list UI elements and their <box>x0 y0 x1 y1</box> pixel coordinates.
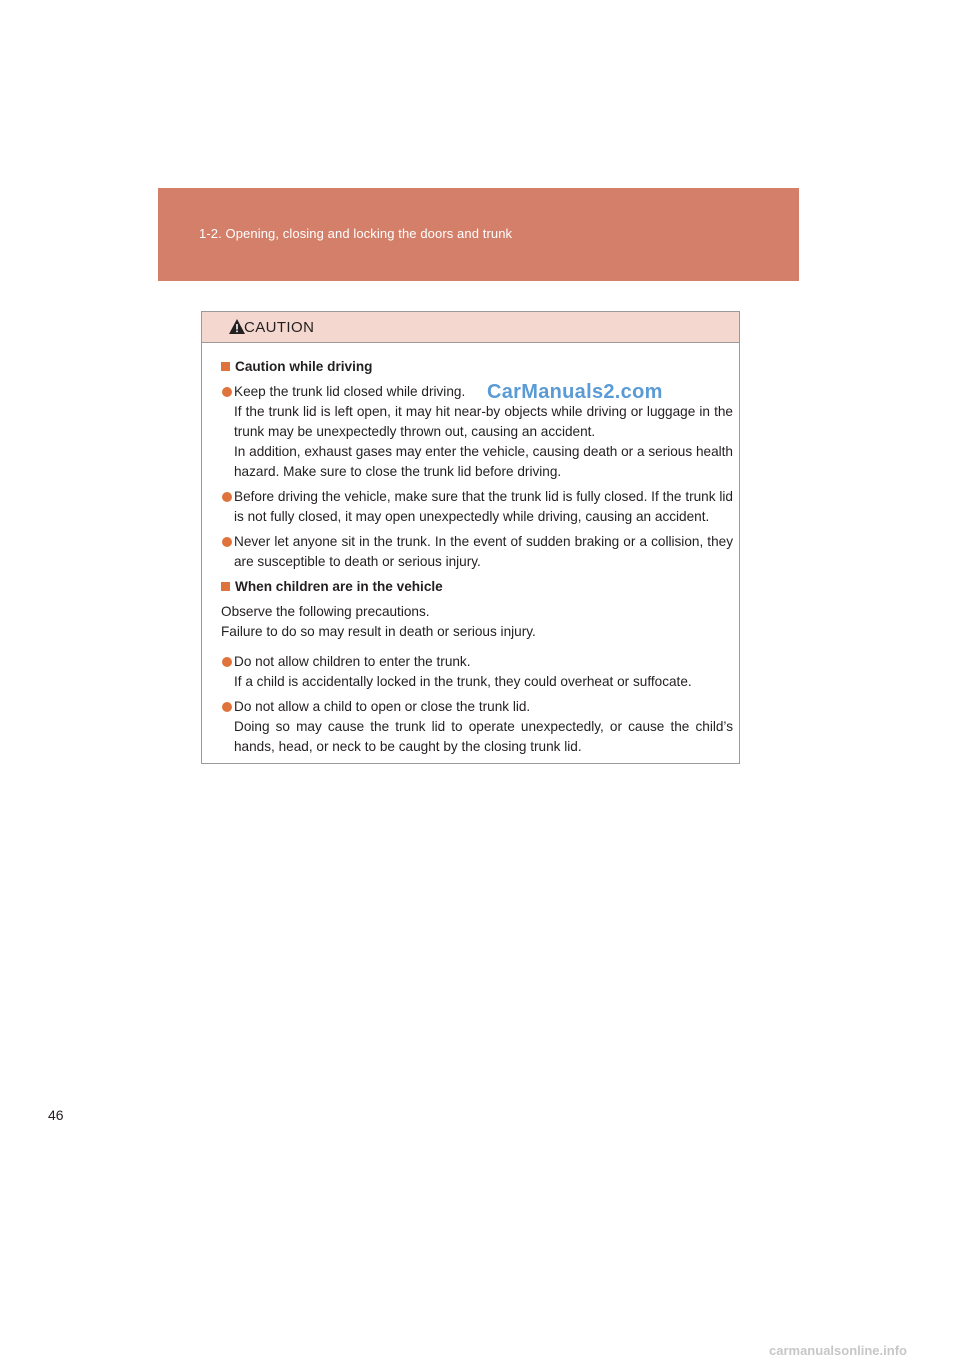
caution-box <box>201 311 740 764</box>
caution-title: CAUTION <box>244 319 315 336</box>
section-title: 1-2. Opening, closing and locking the doors and trunk <box>199 226 513 241</box>
footer-watermark: carmanualsonline.info <box>769 1343 907 1358</box>
section-heading: Caution while driving <box>221 357 733 377</box>
bullet-line: Keep the trunk lid closed while driving. <box>234 384 466 399</box>
list-item <box>221 382 733 482</box>
bullet-line: If a child is accidentally locked in the trunk, they could overheat or suffocate. <box>234 674 692 689</box>
bullet-line: Never let anyone sit in the trunk. In the event of sudden braking or a collision, they are susceptible to death or serious injury. <box>234 534 733 569</box>
bullet-line: Do not allow children to enter the trunk. <box>234 654 471 669</box>
bullet-line: If the trunk lid is left open, it may hit near-by objects while driving or luggage in the trunk may be unexpectedly thrown out, causing an accident. <box>234 404 733 439</box>
list-item <box>221 487 733 527</box>
bullet-line: In addition, exhaust gases may enter the vehicle, causing death or a serious health hazard. Make sure to close the trunk lid before driving. <box>234 444 733 479</box>
round-bullet-icon <box>222 537 232 547</box>
section-heading: When children are in the vehicle <box>221 577 733 597</box>
section-intro: Observe the following precautions. Failure to do so may result in death or serious injury. <box>221 604 536 639</box>
list-item <box>221 652 733 692</box>
round-bullet-icon <box>222 387 232 397</box>
square-bullet-icon <box>221 582 230 591</box>
watermark-text: CarManuals2.com <box>487 381 663 403</box>
bullet-line: Doing so may cause the trunk lid to operate unexpectedly, or cause the child’s hands, head, or neck to be caught by the closing trunk lid. <box>234 719 733 754</box>
round-bullet-icon <box>222 492 232 502</box>
caution-header <box>202 312 739 343</box>
square-bullet-icon <box>221 362 230 371</box>
list-item <box>221 697 733 757</box>
bullet-line: Do not allow a child to open or close the trunk lid. <box>234 699 531 714</box>
page-number: 46 <box>48 1107 64 1123</box>
round-bullet-icon <box>222 702 232 712</box>
list-item <box>221 532 733 572</box>
caution-body <box>202 343 739 757</box>
bullet-line: Before driving the vehicle, make sure that the trunk lid is fully closed. If the trunk lid is not fully closed, it may open unexpectedly while driving, causing an accident. <box>234 489 733 524</box>
round-bullet-icon <box>222 657 232 667</box>
section-header-band <box>158 188 799 281</box>
